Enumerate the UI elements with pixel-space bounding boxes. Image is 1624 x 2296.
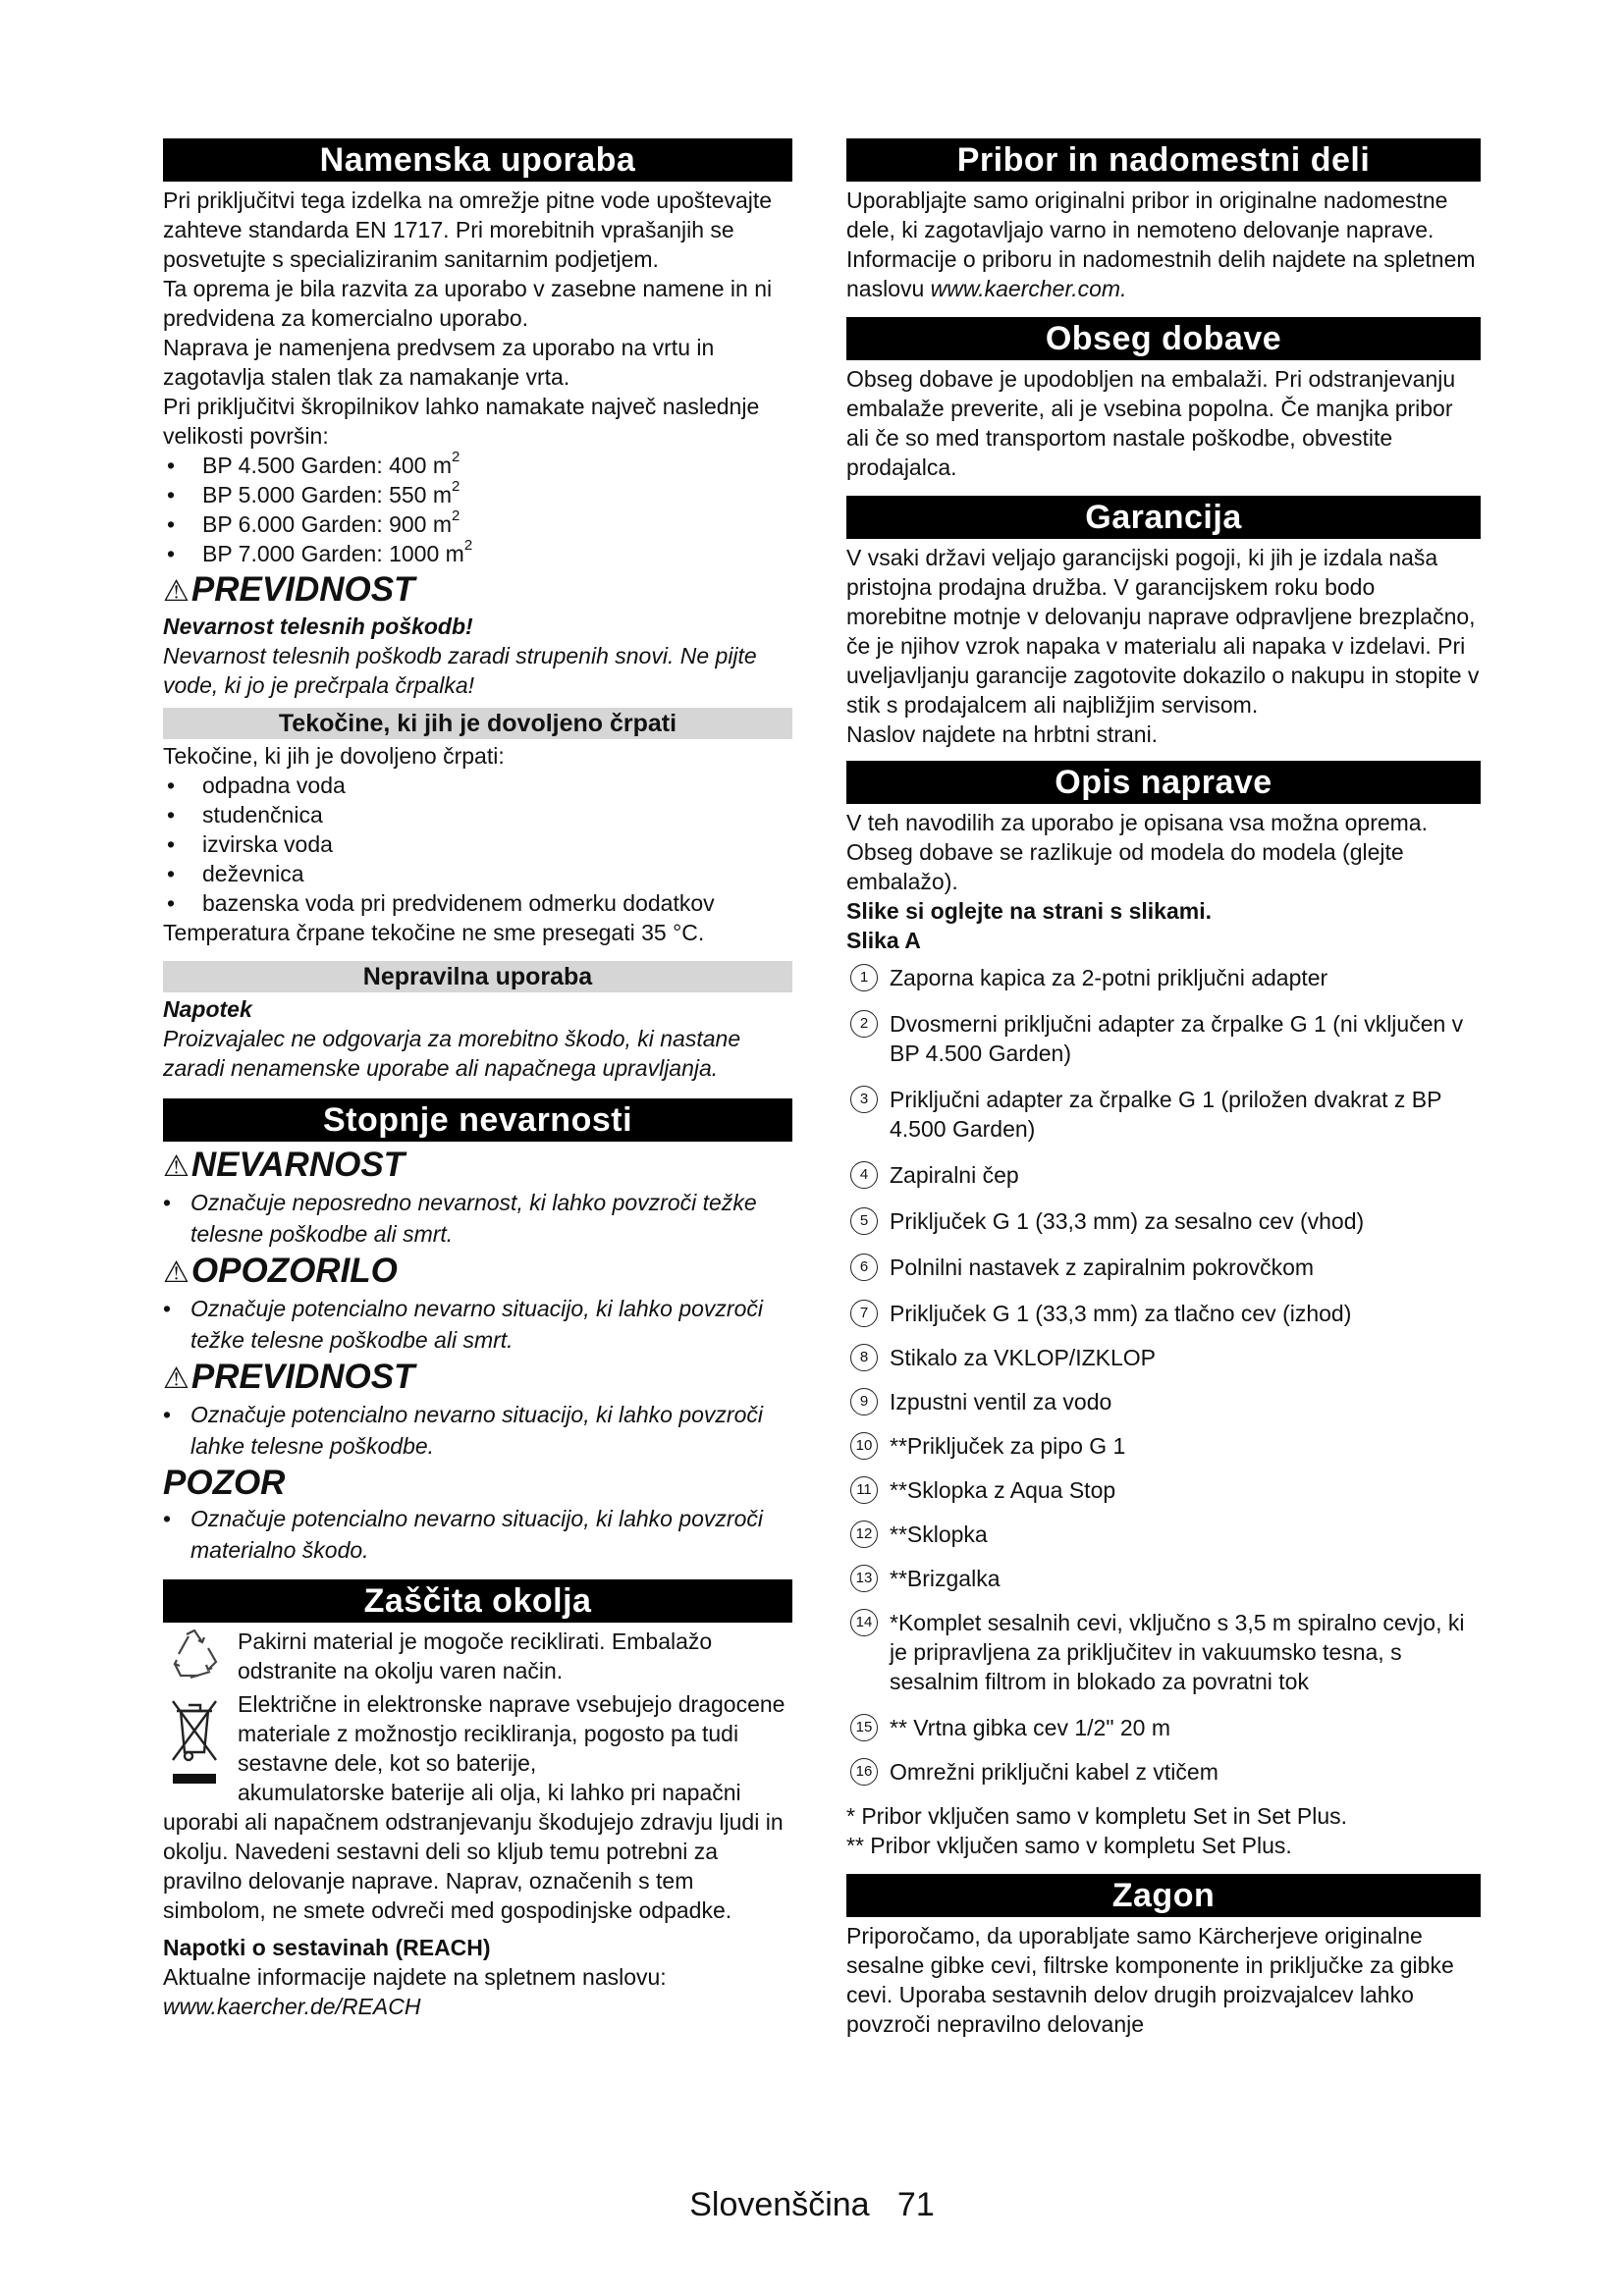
part-item: 12 **Sklopka (846, 1520, 1481, 1549)
level-text-previdnost: • Označuje potencialno nevarno situacijo, ki lahko povzroči lahke telesne poškodbe. (163, 1402, 763, 1459)
part-item: 9 Izpustni ventil za vodo (846, 1387, 1481, 1416)
liquid-list (163, 771, 792, 918)
number-badge: 9 (850, 1388, 878, 1415)
number-badge: 7 (850, 1300, 878, 1327)
tekocine-intro: Tekočine, ki jih je dovoljeno črpati: (163, 743, 505, 769)
number-badge: 14 (850, 1609, 878, 1636)
number-badge: 6 (850, 1254, 878, 1281)
level-text-nevarnost: • Označuje neposredno nevarnost, ki lahko povzroči težke telesne poškodbe ali smrt. (163, 1190, 757, 1247)
opis-figures-note: Slike si oglejte na strani s slikami. (846, 898, 1212, 924)
footnote-set: * Pribor vključen samo v kompletu Set in Set Plus. (846, 1803, 1348, 1829)
heading-garancija: Garancija (846, 496, 1481, 539)
number-badge: 12 (850, 1521, 878, 1548)
footer-language: Slovenščina (689, 2186, 870, 2223)
note-text: Proizvajalec ne odgovarja za morebitno škodo, ki nastane zaradi nenamenske uporabe ali napačnega upravljanja. (163, 1026, 741, 1081)
number-badge: 1 (850, 964, 878, 991)
warning-triangle-icon: ⚠ (163, 575, 189, 608)
recycle-icon (163, 1627, 226, 1685)
heading-zascita-okolja: Zaščita okolja (163, 1579, 792, 1623)
number-badge: 8 (850, 1344, 878, 1371)
level-title-previdnost: ⚠PREVIDNOST (163, 1358, 415, 1396)
page-footer (0, 2185, 1624, 2224)
number-badge: 3 (850, 1086, 878, 1113)
heading-namenska-uporaba: Namenska uporaba (163, 138, 792, 182)
liquid-item: • izvirska voda (163, 829, 792, 859)
part-item: 2 Dvosmerni priključni adapter za črpalke G 1 (ni vključen v BP 4.500 Garden) (846, 1009, 1481, 1068)
heading-zagon: Zagon (846, 1874, 1481, 1917)
garancija-paragraph-1: V vsaki državi veljajo garancijski pogoji, ki jih je izdala naša pristojna prodajna družba. V garancijskem roku bodo morebitne motnje v delovanju naprave odpravljene brezplačno, če je njihov vzrok napaka v materialu ali napaka v izdelavi. Pri uveljavljanju garancije zagotovite dokazilo o nakupu in stopite v stik s prodajalcem ali najbližjim servisom. (846, 545, 1480, 718)
number-badge: 15 (850, 1714, 878, 1741)
part-item: 7 Priključek G 1 (33,3 mm) za tlačno cev (izhod) (846, 1299, 1481, 1328)
part-item: 8 Stikalo za VKLOP/IZKLOP (846, 1343, 1481, 1372)
namenska-paragraph-3: Naprava je namenjena predvsem za uporabo na vrtu in zagotavlja stalen tlak za namakanje vrta. (163, 335, 715, 390)
area-item: • BP 4.500 Garden: 400 $m^2$ (163, 451, 792, 480)
heading-pribor: Pribor in nadomestni deli (846, 138, 1481, 182)
part-item: 10 **Priključek za pipo G 1 (846, 1431, 1481, 1461)
opis-paragraph: V teh navodilih za uporabo je opisana vsa možna oprema. Obseg dobave se razlikuje od modela do modela (glejte embalažo). (846, 810, 1428, 894)
reach-title: Napotki o sestavinah (REACH) (163, 1935, 491, 1960)
area-item: • BP 5.000 Garden: 550 $m^2$ (163, 480, 792, 509)
part-item: 5 Priključek G 1 (33,3 mm) za sesalno cev (vhod) (846, 1206, 1481, 1236)
level-text-opozorilo: • Označuje potencialno nevarno situacijo, ki lahko povzroči težke telesne poškodbe ali smrt. (163, 1296, 763, 1353)
warning-subtitle: Nevarnost telesnih poškodb! (163, 614, 473, 639)
warning-previdnost: ⚠PREVIDNOST (163, 570, 415, 609)
namenska-paragraph-4: Pri priključitvi škropilnikov lahko namakate največ naslednje velikosti površin: (163, 394, 760, 449)
part-item: 13 **Brizgalka (846, 1564, 1481, 1593)
recycle-text: Pakirni material je mogoče reciklirati. Embalažo odstranite na okolju varen način. (238, 1629, 713, 1683)
parts-list (846, 963, 1481, 1787)
number-badge: 16 (850, 1758, 878, 1786)
area-item: • BP 7.000 Garden: 1000 $m^2$ (163, 539, 792, 568)
part-item: 4 Zapiralni čep (846, 1160, 1481, 1190)
liquid-item: • deževnica (163, 859, 792, 888)
part-item: 3 Priključni adapter za črpalke G 1 (priložen dvakrat z BP 4.500 Garden) (846, 1085, 1481, 1144)
weee-block (163, 1689, 792, 1925)
warning-triangle-icon: ⚠ (163, 1256, 189, 1289)
footnote-set-plus: ** Pribor vključen samo v kompletu Set Plus. (846, 1833, 1292, 1858)
heading-tekocine: Tekočine, ki jih je dovoljeno črpati (163, 708, 792, 739)
heading-nepravilna-uporaba: Nepravilna uporaba (163, 961, 792, 992)
liquid-item: • odpadna voda (163, 771, 792, 800)
namenska-paragraph-1: Pri priključitvi tega izdelka na omrežje pitne vode upoštevajte zahteve standarda EN 1717. Pri morebitnih vprašanjih se posvetujte s specializiranim sanitarnim podjetjem. (163, 187, 773, 272)
crossed-bin-icon (163, 1691, 226, 1797)
number-badge: 13 (850, 1565, 878, 1592)
obseg-paragraph: Obseg dobave je upodobljen na embalaži. Pri odstranjevanju embalaže preverite, ali je vsebina popolna. Če manjka pribor ali če so med transportom nastale poškodbe, obvestite prodajalca. (846, 366, 1456, 480)
kaercher-link[interactable]: www.kaercher.com. (930, 276, 1127, 301)
recycle-block (163, 1627, 792, 1685)
right-column (846, 138, 1481, 2039)
pribor-paragraph-1: Uporabljajte samo originalni pribor in originalne nadomestne dele, ki zagotavljajo varno in nemoteno delovanje naprave. (846, 187, 1448, 242)
level-title-pozor: POZOR (163, 1464, 286, 1502)
reach-link[interactable]: www.kaercher.de/REACH (163, 1994, 421, 2019)
heading-obseg-dobave: Obseg dobave (846, 317, 1481, 360)
level-text-pozor: • Označuje potencialno nevarno situacijo, ki lahko povzroči materialno škodo. (163, 1506, 763, 1563)
garancija-paragraph-2: Naslov najdete na hrbtni strani. (846, 721, 1159, 747)
number-badge: 5 (850, 1207, 878, 1235)
part-item: 14 *Komplet sesalnih cevi, vključno s 3,5 m spiralno cevjo, ki je pripravljena za priključitev in vakuumsko tesna, s sesalnim filtrom in blokado za povratni tok (846, 1608, 1481, 1696)
part-item: 11 **Sklopka z Aqua Stop (846, 1475, 1481, 1505)
weee-text-b: akumulatorske baterije ali olja, ki lahko pri napačni uporabi ali napačnem odstranjevanju škodujejo zdravju ljudi in okolju. Navedeni sestavni deli so kljub temu potrebni za pravilno delovanje naprave. Naprav, označenih s tem simbolom, ne smete odvreči med gospodinjske odpadke. (163, 1780, 784, 1923)
liquid-item: • bazenska voda pri predvidenem odmerku dodatkov (163, 888, 792, 918)
liquid-item: • studenčnica (163, 800, 792, 829)
area-item: • BP 6.000 Garden: 900 $m^2$ (163, 509, 792, 539)
number-badge: 4 (850, 1161, 878, 1189)
warning-triangle-icon: ⚠ (163, 1150, 189, 1183)
page-number: 71 (896, 2186, 935, 2223)
zagon-paragraph: Priporočamo, da uporabljate samo Kärcherjeve originalne sesalne gibke cevi, filtrske komponente in priključke za gibke cevi. Uporaba sestavnih delov drugih proizvajalcev lahko povzroči nepravilno delovanje (846, 1923, 1454, 2037)
note-title: Napotek (163, 996, 252, 1022)
area-list (163, 451, 792, 568)
part-item: 1 Zaporna kapica za 2-potni priključni adapter (846, 963, 1481, 992)
part-item: 16 Omrežni priključni kabel z vtičem (846, 1757, 1481, 1787)
warning-triangle-icon: ⚠ (163, 1362, 189, 1395)
number-badge: 11 (850, 1476, 878, 1504)
warning-text: Nevarnost telesnih poškodb zaradi strupenih snovi. Ne pijte vode, ki jo je prečrpala črpalka! (163, 643, 757, 698)
figure-label: Slika A (846, 928, 921, 953)
reach-text: Aktualne informacije najdete na spletnem naslovu: (163, 1964, 667, 1990)
level-title-nevarnost: ⚠NEVARNOST (163, 1146, 406, 1184)
part-item: 6 Polnilni nastavek z zapiralnim pokrovčkom (846, 1253, 1481, 1282)
part-item: 15 ** Vrtna gibka cev 1/2" 20 m (846, 1713, 1481, 1742)
number-badge: 10 (850, 1432, 878, 1460)
heading-stopnje-nevarnosti: Stopnje nevarnosti (163, 1098, 792, 1142)
number-badge: 2 (850, 1010, 878, 1038)
heading-opis-naprave: Opis naprave (846, 761, 1481, 804)
left-column (163, 138, 792, 2021)
namenska-paragraph-2: Ta oprema je bila razvita za uporabo v zasebne namene in ni predvidena za komercialno uporabo. (163, 276, 773, 331)
temperature-note: Temperatura črpane tekočine ne sme presegati 35 °C. (163, 920, 705, 945)
weee-text-a: Električne in elektronske naprave vsebujejo dragocene materiale z možnostjo recikliranja, pogosto pa tudi sestavne dele, kot so baterije, (238, 1691, 785, 1776)
pribor-paragraph-2: Informacije o priboru in nadomestnih delih najdete na spletnem naslovu www.kaercher.com. (846, 246, 1476, 301)
level-title-opozorilo: ⚠OPOZORILO (163, 1252, 398, 1290)
